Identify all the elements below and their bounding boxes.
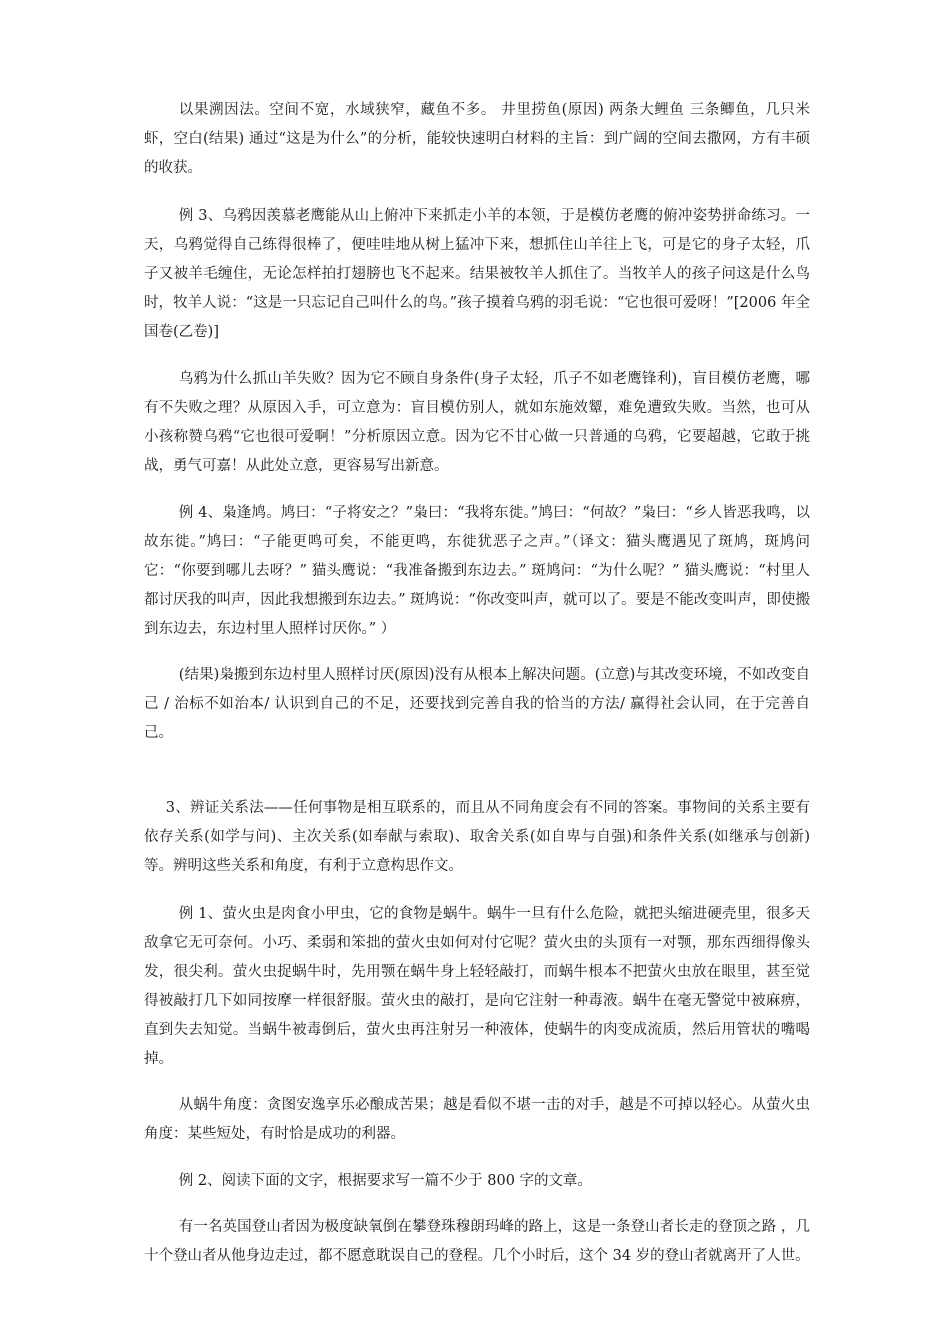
paragraph-example-1-firefly: 例 1、萤火虫是肉食小甲虫，它的食物是蜗牛。蜗牛一旦有什么危险，就把头缩进硬壳里，很多天敌拿它无可奈何。小巧、柔弱和笨拙的萤火虫如何对付它呢？萤火虫的头顶有一对颚，那东西细得像头发，很尖利。萤火虫捉蜗牛时，先用颚在蜗牛身上轻轻敲打，而蜗牛根本不把萤火虫放在眼里，甚至觉得被敲打几下如同按摩一样很舒服。萤火虫的敲打，是向它注射一种毒液。蜗牛在毫无警觉中被麻痹，直到失去知觉。当蜗牛被毒倒后，萤火虫再注射另一种液体，使蜗牛的肉变成流质，然后用管状的嘴喝掉。 xyxy=(144,906,810,1067)
paragraph-firefly-analysis: 从蜗牛角度：贪图安逸享乐必酿成苦果；越是看似不堪一击的对手，越是不可掉以轻心。从萤火虫角度：某些短处，有时恰是成功的利器。 xyxy=(144,1097,810,1142)
paragraph-climber-story: 有一名英国登山者因为极度缺氧倒在攀登珠穆朗玛峰的路上，这是一条登山者长走的登顶之路 ，几十个登山者从他身边走过，都不愿意耽误自己的登程。几个小时后，这个 34 岁的登山者就离开了人世。 xyxy=(144,1219,810,1264)
paragraph-example-3-crow: 例 3、乌鸦因羡慕老鹰能从山上俯冲下来抓走小羊的本领，于是模仿老鹰的俯冲姿势拼命练习。一天，乌鸦觉得自己练得很棒了，便哇哇地从树上猛冲下来，想抓住山羊往上飞，可是它的身子太轻，爪子又被羊毛缠住，无论怎样拍打翅膀也飞不起来。结果被牧羊人抓住了。当牧羊人的孩子问这是什么鸟时，牧羊人说：“这是一只忘记自己叫什么的鸟。”孩子摸着乌鸦的羽毛说：“它也很可爱呀！”[2006 年全国卷(乙卷)] xyxy=(144,208,810,340)
paragraph-example-4-owl: 例 4、枭逢鸠。鸠曰：“子将安之？”枭曰：“我将东徙。”鸠曰：“何故？”枭曰：“乡人皆恶我鸣，以故东徙。”鸠曰：“子能更鸣可矣，不能更鸣，东徙犹恶子之声。”（译文：猫头鹰遇见了斑鸠，斑鸠问它：“你要到哪儿去呀？” 猫头鹰说：“我准备搬到东边去。” 斑鸠问：“为什么呢？” 猫头鹰说：“村里人都讨厌我的叫声，因此我想搬到东边去。” 斑鸠说：“你改变叫声，就可以了。要是不能改变叫声，即使搬到东边去，东边村里人照样讨厌你。” ） xyxy=(144,505,810,637)
paragraph-crow-analysis: 乌鸦为什么抓山羊失败？因为它不顾自身条件(身子太轻，爪子不如老鹰锋利)，盲目模仿老鹰，哪有不失败之理？从原因入手，可立意为：盲目模仿别人，就如东施效颦，难免遭致失败。当然，也可从小孩称赞乌鸦“它也很可爱啊！”分析原因立意。因为它不甘心做一只普通的乌鸦，它要超越，它敢于挑战，勇气可嘉！从此处立意，更容易写出新意。 xyxy=(144,371,810,474)
paragraph-cause-from-effect: 以果溯因法。空间不宽，水域狭窄，藏鱼不多。 井里捞鱼(原因) 两条大鲤鱼 三条鲫鱼，几只米虾，空白(结果) 通过“这是为什么”的分析，能较快速明白材料的主旨：到广阔的空间去撒网，方有丰硕的收获。 xyxy=(144,102,810,176)
paragraph-example-2-prompt: 例 2、阅读下面的文字，根据要求写一篇不少于 800 字的文章。 xyxy=(178,1173,593,1189)
paragraph-owl-analysis: (结果)枭搬到东边村里人照样讨厌(原因)没有从根本上解决问题。(立意)与其改变环境，不如改变自己 / 治标不如治本/ 认识到自己的不足，还要找到完善自我的恰当的方法/ 赢得社会认同，在于完善自己。 xyxy=(144,667,810,741)
document-page xyxy=(144,96,810,1271)
section-heading-dialectical-method: 3、辨证关系法——任何事物是相互联系的，而且从不同角度会有不同的答案。事物间的关系主要有依存关系(如学与问)、主次关系(如奉献与索取)、取舍关系(如自卑与自强)和条件关系(如继承与创新)等。辨明这些关系和角度，有利于立意构思作文。 xyxy=(144,800,810,874)
